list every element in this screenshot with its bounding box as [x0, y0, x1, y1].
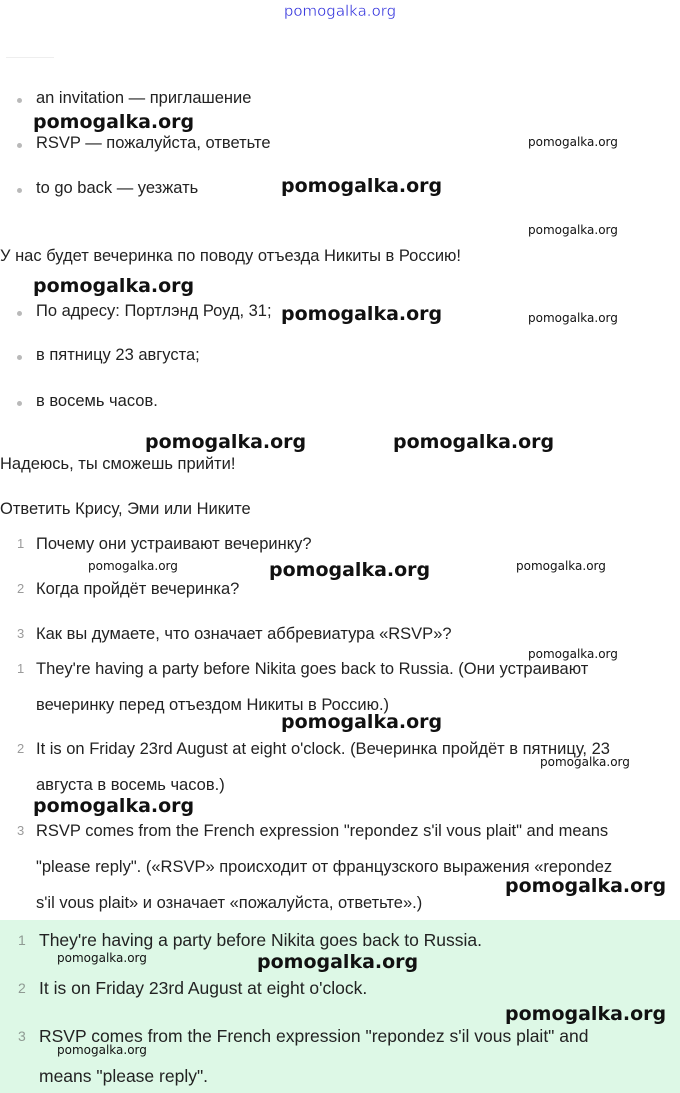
- watermark: pomogalka.org: [516, 559, 606, 573]
- watermark: pomogalka.org: [528, 223, 618, 237]
- question-number: 2: [17, 581, 25, 596]
- question-text: Как вы думаете, что означает аббревиатура «RSVP»?: [36, 625, 452, 643]
- watermark: pomogalka.org: [33, 275, 195, 297]
- answer-line: "please reply". («RSVP» происходит от французского выражения «repondez: [36, 858, 613, 876]
- vocabulary-text: RSVP — пожалуйста, ответьте: [36, 134, 271, 152]
- invitation-intro: У нас будет вечеринка по поводу отъезда Никиты в Россию!: [0, 247, 462, 265]
- detail-text: По адресу: Портлэнд Роуд, 31;: [36, 302, 272, 320]
- watermark: pomogalka.org: [88, 559, 178, 573]
- answer-line: s'il vous plait» и означает «пожалуйста, ответьте».): [36, 894, 423, 912]
- watermark: pomogalka.org: [33, 795, 195, 817]
- short-answer-line: It is on Friday 23rd August at eight o'clock.: [39, 978, 368, 998]
- short-answer-line: They're having a party before Nikita goes back to Russia.: [39, 930, 483, 950]
- question-number: 1: [17, 536, 25, 551]
- watermark: pomogalka.org: [281, 303, 443, 325]
- watermark: pomogalka.org: [269, 559, 431, 581]
- divider: [6, 57, 54, 58]
- answer-number: 1: [17, 661, 25, 676]
- detail-text: в восемь часов.: [36, 392, 158, 410]
- watermark: pomogalka.org: [57, 1043, 147, 1057]
- watermark: pomogalka.org: [540, 755, 630, 769]
- watermark: pomogalka.org: [281, 711, 443, 733]
- bullet-icon: [17, 188, 22, 193]
- bullet-icon: [17, 98, 22, 103]
- watermark: pomogalka.org: [393, 431, 555, 453]
- vocabulary-text: an invitation — приглашение: [36, 89, 252, 107]
- question-number: 3: [17, 626, 25, 641]
- answer-line: They're having a party before Nikita goes back to Russia. (Они устраивают: [36, 660, 589, 678]
- question-text: Когда пройдёт вечеринка?: [36, 580, 240, 598]
- watermark: pomogalka.org: [528, 311, 618, 325]
- short-answer-line: RSVP comes from the French expression "repondez s'il vous plait" and: [39, 1026, 589, 1046]
- short-answer-number: 3: [18, 1028, 26, 1044]
- bullet-icon: [17, 311, 22, 316]
- short-answer-number: 2: [18, 980, 26, 996]
- bullet-icon: [17, 143, 22, 148]
- answer-line: августа в восемь часов.): [36, 776, 225, 794]
- answer-line: It is on Friday 23rd August at eight o'clock. (Вечеринка пройдёт в пятницу, 23: [36, 740, 610, 758]
- watermark: pomogalka.org: [505, 875, 667, 897]
- watermark: pomogalka.org: [528, 647, 618, 661]
- answer-line: RSVP comes from the French expression "repondez s'il vous plait" and means: [36, 822, 609, 840]
- invitation-hope: Надеюсь, ты сможешь прийти!: [0, 455, 236, 473]
- question-text: Почему они устраивают вечеринку?: [36, 535, 312, 553]
- watermark: pomogalka.org: [257, 951, 419, 973]
- short-answer-number: 1: [18, 932, 26, 948]
- short-answer-line: means "please reply".: [39, 1066, 209, 1086]
- answer-number: 3: [17, 823, 25, 838]
- detail-text: в пятницу 23 августа;: [36, 346, 200, 364]
- bullet-icon: [17, 355, 22, 360]
- bullet-icon: [17, 401, 22, 406]
- watermark: pomogalka.org: [145, 431, 307, 453]
- answer-number: 2: [17, 741, 25, 756]
- watermark: pomogalka.org: [57, 951, 147, 965]
- watermark: pomogalka.org: [281, 175, 443, 197]
- watermark: pomogalka.org: [505, 1003, 667, 1025]
- header-site-link[interactable]: pomogalka.org: [283, 2, 397, 20]
- vocabulary-text: to go back — уезжать: [36, 179, 199, 197]
- watermark: pomogalka.org: [33, 111, 195, 133]
- invitation-reply-to: Ответить Крису, Эми или Никите: [0, 500, 251, 518]
- answer-line: вечеринку перед отъездом Никиты в Россию.): [36, 696, 390, 714]
- watermark: pomogalka.org: [528, 135, 618, 149]
